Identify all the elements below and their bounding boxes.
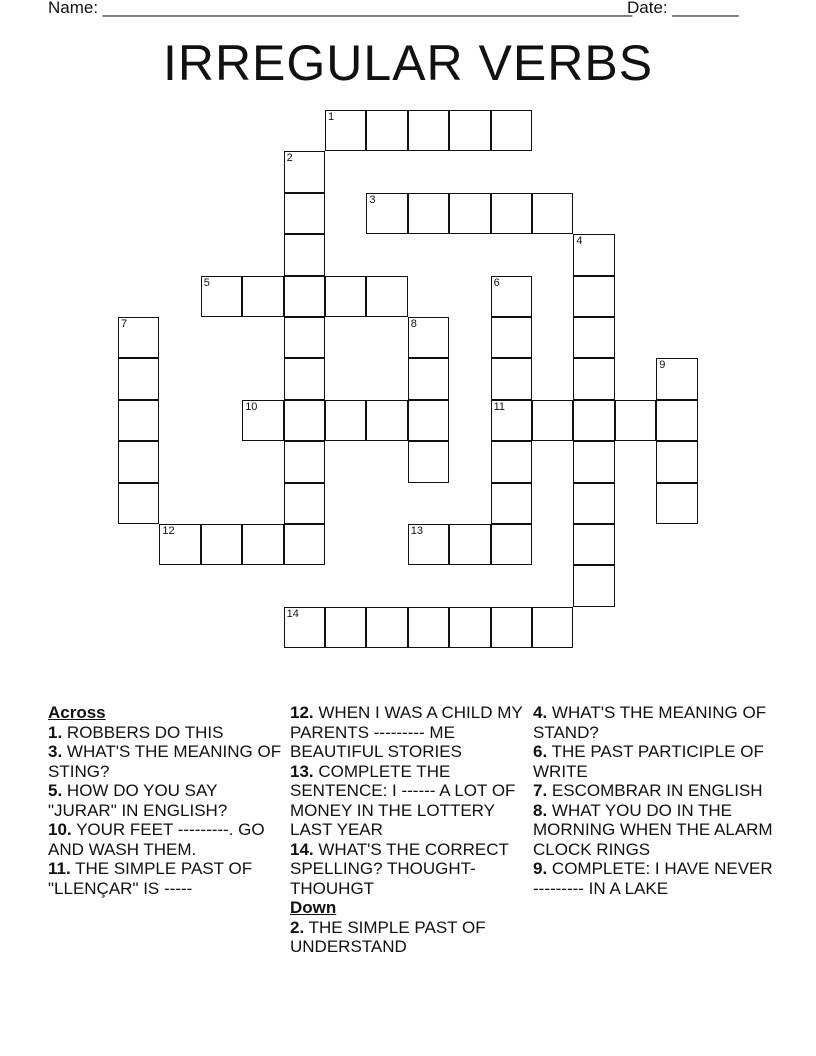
clue-number: 5 [203,276,210,289]
grid-cell[interactable] [573,441,614,482]
grid-cell[interactable] [491,110,532,151]
grid-cell[interactable] [284,193,325,234]
grid-cell[interactable] [491,483,532,524]
grid-cell[interactable] [284,358,325,399]
clue-down-7: 7. ESCOMBRAR IN ENGLISH [533,781,763,800]
grid-cell[interactable] [242,524,283,565]
grid-cell[interactable] [491,524,532,565]
grid-cell[interactable] [532,400,573,441]
clue-number: 7 [121,318,128,330]
clue-across-11: 11. THE SIMPLE PAST OF "LLENÇAR" IS ----- [48,859,253,898]
clue-number: 14 [286,607,299,620]
grid-cell[interactable] [573,317,614,358]
clue-number: 13 [410,525,424,537]
grid-cell[interactable] [325,400,366,441]
grid-cell[interactable] [491,317,532,358]
date-field[interactable]: Date: _______ [627,0,739,17]
grid-cell[interactable] [408,193,449,234]
grid-cell[interactable] [573,358,614,399]
grid-cell[interactable] [449,607,490,648]
grid-cell[interactable] [408,317,449,358]
grid-cell[interactable] [491,400,532,441]
grid-cell[interactable] [242,276,283,317]
grid-cell[interactable] [325,607,366,648]
clue-down-8: 8. WHAT YOU DO IN THE MORNING WHEN THE ALARM CLOCK RINGS [533,800,773,859]
grid-cell[interactable] [366,276,407,317]
clue-across-3: 3. WHAT'S THE MEANING OF STING? [48,742,282,781]
grid-cell[interactable] [449,110,490,151]
grid-cell[interactable] [284,276,325,317]
grid-cell[interactable] [325,276,366,317]
grid-cell[interactable] [408,607,449,648]
grid-cell[interactable] [284,317,325,358]
grid-cell[interactable] [201,524,242,565]
clue-number: 4 [576,235,583,248]
grid-cell[interactable] [366,110,407,151]
clue-number: 9 [659,359,666,372]
grid-cell[interactable] [284,524,325,565]
grid-cell[interactable] [491,358,532,399]
grid-cell[interactable] [242,400,283,441]
clue-across-5: 5. HOW DO YOU SAY "JURAR" IN ENGLISH? [48,781,228,820]
down-heading: Down [290,898,337,917]
grid-cell[interactable] [284,483,325,524]
page-title: IRREGULAR VERBS [162,35,654,91]
grid-cell[interactable] [118,441,159,482]
grid-cell[interactable] [284,400,325,441]
clue-number: 12 [162,525,175,537]
grid-cell[interactable] [573,565,614,606]
grid-cell[interactable] [491,276,532,317]
grid-cell[interactable] [573,234,614,275]
grid-cell[interactable] [118,358,159,399]
clue-number: 1 [328,111,335,123]
clue-column-1 [48,703,284,898]
grid-cell[interactable] [656,483,697,524]
grid-cell[interactable] [656,441,697,482]
across-heading: Across [48,703,106,722]
clue-number: 10 [245,400,258,413]
clue-number: 3 [369,193,376,206]
clue-down-9: 9. COMPLETE: I HAVE NEVER --------- IN A LAKE [533,859,773,898]
clue-column-3 [533,703,773,898]
clue-number: 8 [410,318,417,330]
grid-cell[interactable] [532,607,573,648]
clue-number: 11 [493,400,506,413]
grid-cell[interactable] [491,607,532,648]
clue-across-14: 14. WHAT'S THE CORRECT SPELLING? THOUGHT- THOUHGT [290,839,509,898]
clue-across-13: 13. COMPLETE THE SENTENCE: I ------ A LOT OF MONEY IN THE LOTTERY LAST YEAR [290,761,516,839]
clue-number: 2 [286,152,293,165]
grid-cell[interactable] [615,400,656,441]
grid-cell[interactable] [408,358,449,399]
clue-column-2 [290,703,526,957]
grid-cell[interactable] [201,276,242,317]
clue-across-1: 1. ROBBERS DO THIS [48,722,224,742]
grid-cell[interactable] [118,317,159,358]
clue-down-2: 2. THE SIMPLE PAST OF UNDERSTAND [290,917,486,956]
grid-cell[interactable] [284,151,325,192]
grid-cell[interactable] [159,524,200,565]
grid-cell[interactable] [573,276,614,317]
grid-cell[interactable] [284,234,325,275]
grid-cell[interactable] [573,524,614,565]
grid-cell[interactable] [118,400,159,441]
grid-cell[interactable] [408,400,449,441]
grid-cell[interactable] [118,483,159,524]
grid-cell[interactable] [491,193,532,234]
grid-cell[interactable] [573,483,614,524]
grid-cell[interactable] [366,193,407,234]
grid-cell[interactable] [366,400,407,441]
grid-cell[interactable] [491,441,532,482]
clue-across-10: 10. YOUR FEET ---------. GO AND WASH THEM. [48,820,265,859]
grid-cell[interactable] [656,358,697,399]
clue-down-6: 6. THE PAST PARTICIPLE OF WRITE [533,742,764,781]
grid-cell[interactable] [573,400,614,441]
grid-cell[interactable] [449,193,490,234]
grid-cell[interactable] [284,441,325,482]
clue-down-4: 4. WHAT'S THE MEANING OF STAND? [533,703,767,742]
name-field[interactable]: Name: ________________________________________________________ [48,0,633,17]
grid-cell[interactable] [366,607,407,648]
grid-cell[interactable] [656,400,697,441]
grid-cell[interactable] [408,441,449,482]
grid-cell[interactable] [532,193,573,234]
grid-cell[interactable] [325,110,366,151]
clue-number: 6 [493,276,500,289]
grid-cell[interactable] [449,524,490,565]
grid-cell[interactable] [284,607,325,648]
grid-cell[interactable] [408,524,449,565]
clue-across-12: 12. WHEN I WAS A CHILD MY PARENTS --------- ME BEAUTIFUL STORIES [290,703,523,761]
grid-cell[interactable] [408,110,449,151]
